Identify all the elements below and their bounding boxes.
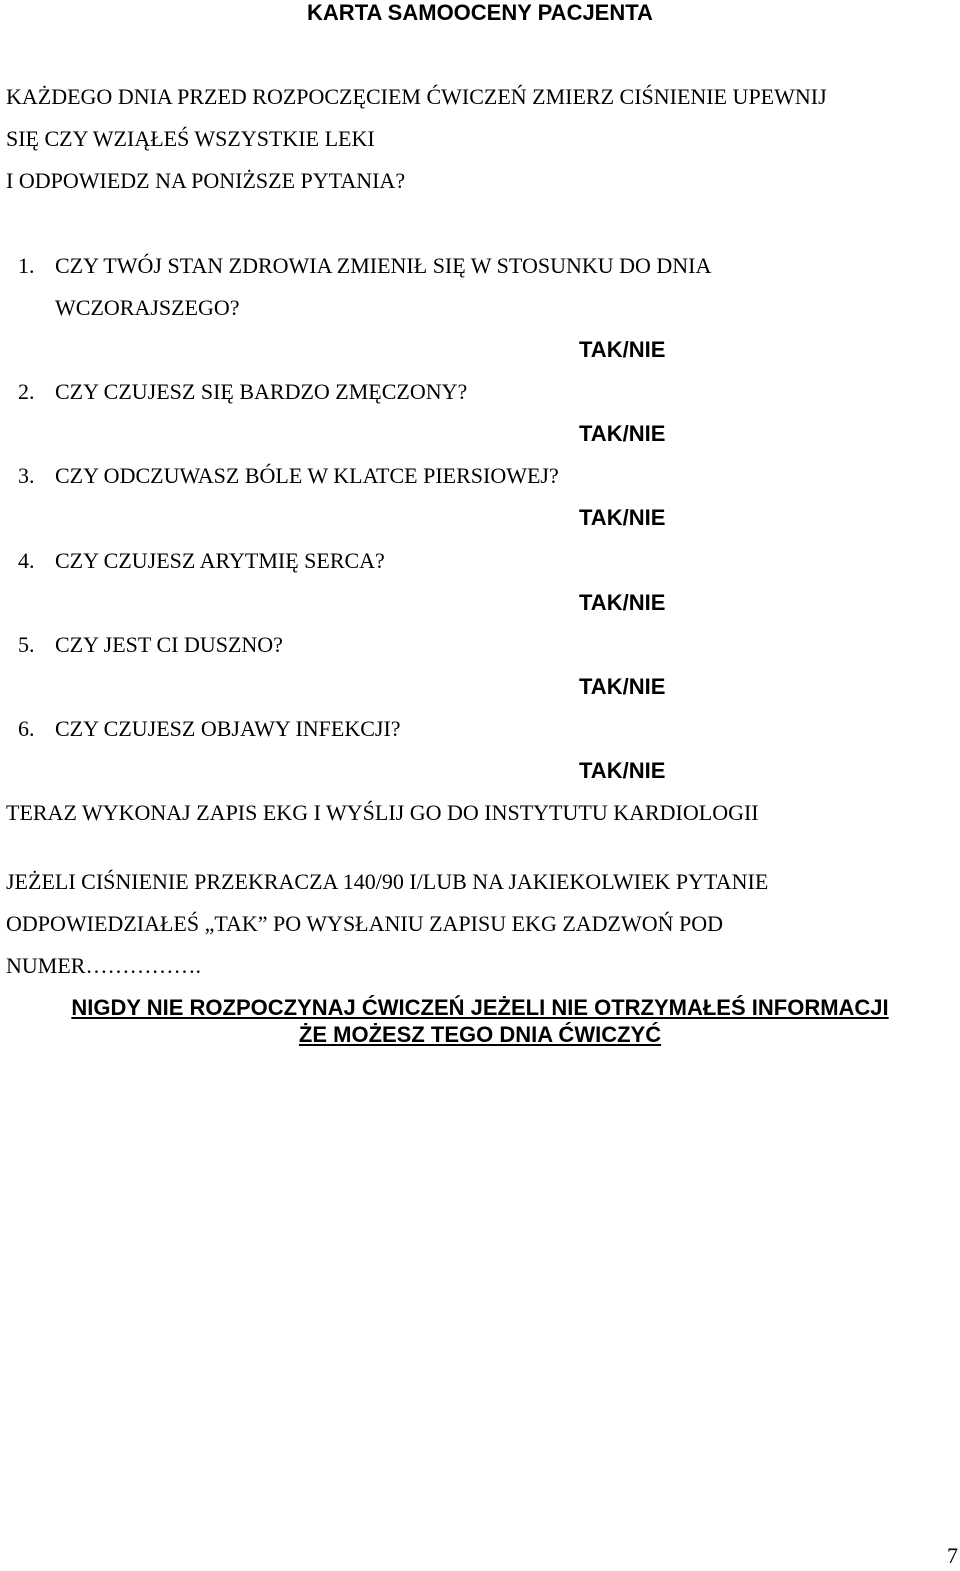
warning-line-1: NIGDY NIE ROZPOCZYNAJ ĆWICZEŃ JEŻELI NIE OTRZYMAŁEŚ INFORMACJI [71,995,889,1020]
warning-line-2: ŻE MOŻESZ TEGO DNIA ĆWICZYĆ [298,1022,662,1047]
page-title: KARTA SAMOOCENY PACJENTA [307,0,653,25]
question-number: 4. [18,548,35,573]
question-number: 5. [18,632,35,657]
question-number: 6. [18,716,35,741]
question-number: 3. [18,463,35,488]
ekg-instruction: TERAZ WYKONAJ ZAPIS EKG I WYŚLIJ GO DO INSTYTUTU KARDIOLOGII [6,800,759,825]
answer-option-tak-nie[interactable]: TAK/NIE [579,674,666,699]
question-text: CZY CZUJESZ OBJAWY INFEKCJI? [55,716,401,741]
question-text: CZY ODCZUWASZ BÓLE W KLATCE PIERSIOWEJ? [55,463,559,488]
answer-option-tak-nie[interactable]: TAK/NIE [579,505,666,530]
intro-line-1: KAŻDEGO DNIA PRZED ROZPOCZĘCIEM ĆWICZEŃ ZMIERZ CIŚNIENIE UPEWNIJ [6,84,827,109]
intro-line-3: I ODPOWIEDZ NA PONIŻSZE PYTANIA? [6,168,406,193]
phone-number-field: NUMER……………. [6,953,201,978]
pressure-note-line-2: ODPOWIEDZIAŁEŚ „TAK” PO WYSŁANIU ZAPISU EKG ZADZWOŃ POD [6,911,724,936]
question-text: CZY TWÓJ STAN ZDROWIA ZMIENIŁ SIĘ W STOSUNKU DO DNIA [55,253,712,278]
answer-option-tak-nie[interactable]: TAK/NIE [579,758,666,783]
answer-option-tak-nie[interactable]: TAK/NIE [579,590,666,615]
question-text: CZY JEST CI DUSZNO? [55,632,283,657]
answer-option-tak-nie[interactable]: TAK/NIE [579,421,666,446]
question-text: CZY CZUJESZ ARYTMIĘ SERCA? [55,548,385,573]
question-number: 2. [18,379,35,404]
answer-option-tak-nie[interactable]: TAK/NIE [579,337,666,362]
pressure-note-line-1: JEŻELI CIŚNIENIE PRZEKRACZA 140/90 I/LUB NA JAKIEKOLWIEK PYTANIE [6,869,769,894]
question-text-continued: WCZORAJSZEGO? [55,295,240,320]
question-number: 1. [18,253,35,278]
page-number: 7 [947,1543,958,1568]
question-text: CZY CZUJESZ SIĘ BARDZO ZMĘCZONY? [55,379,468,404]
intro-line-2: SIĘ CZY WZIĄŁEŚ WSZYSTKIE LEKI [6,126,375,151]
